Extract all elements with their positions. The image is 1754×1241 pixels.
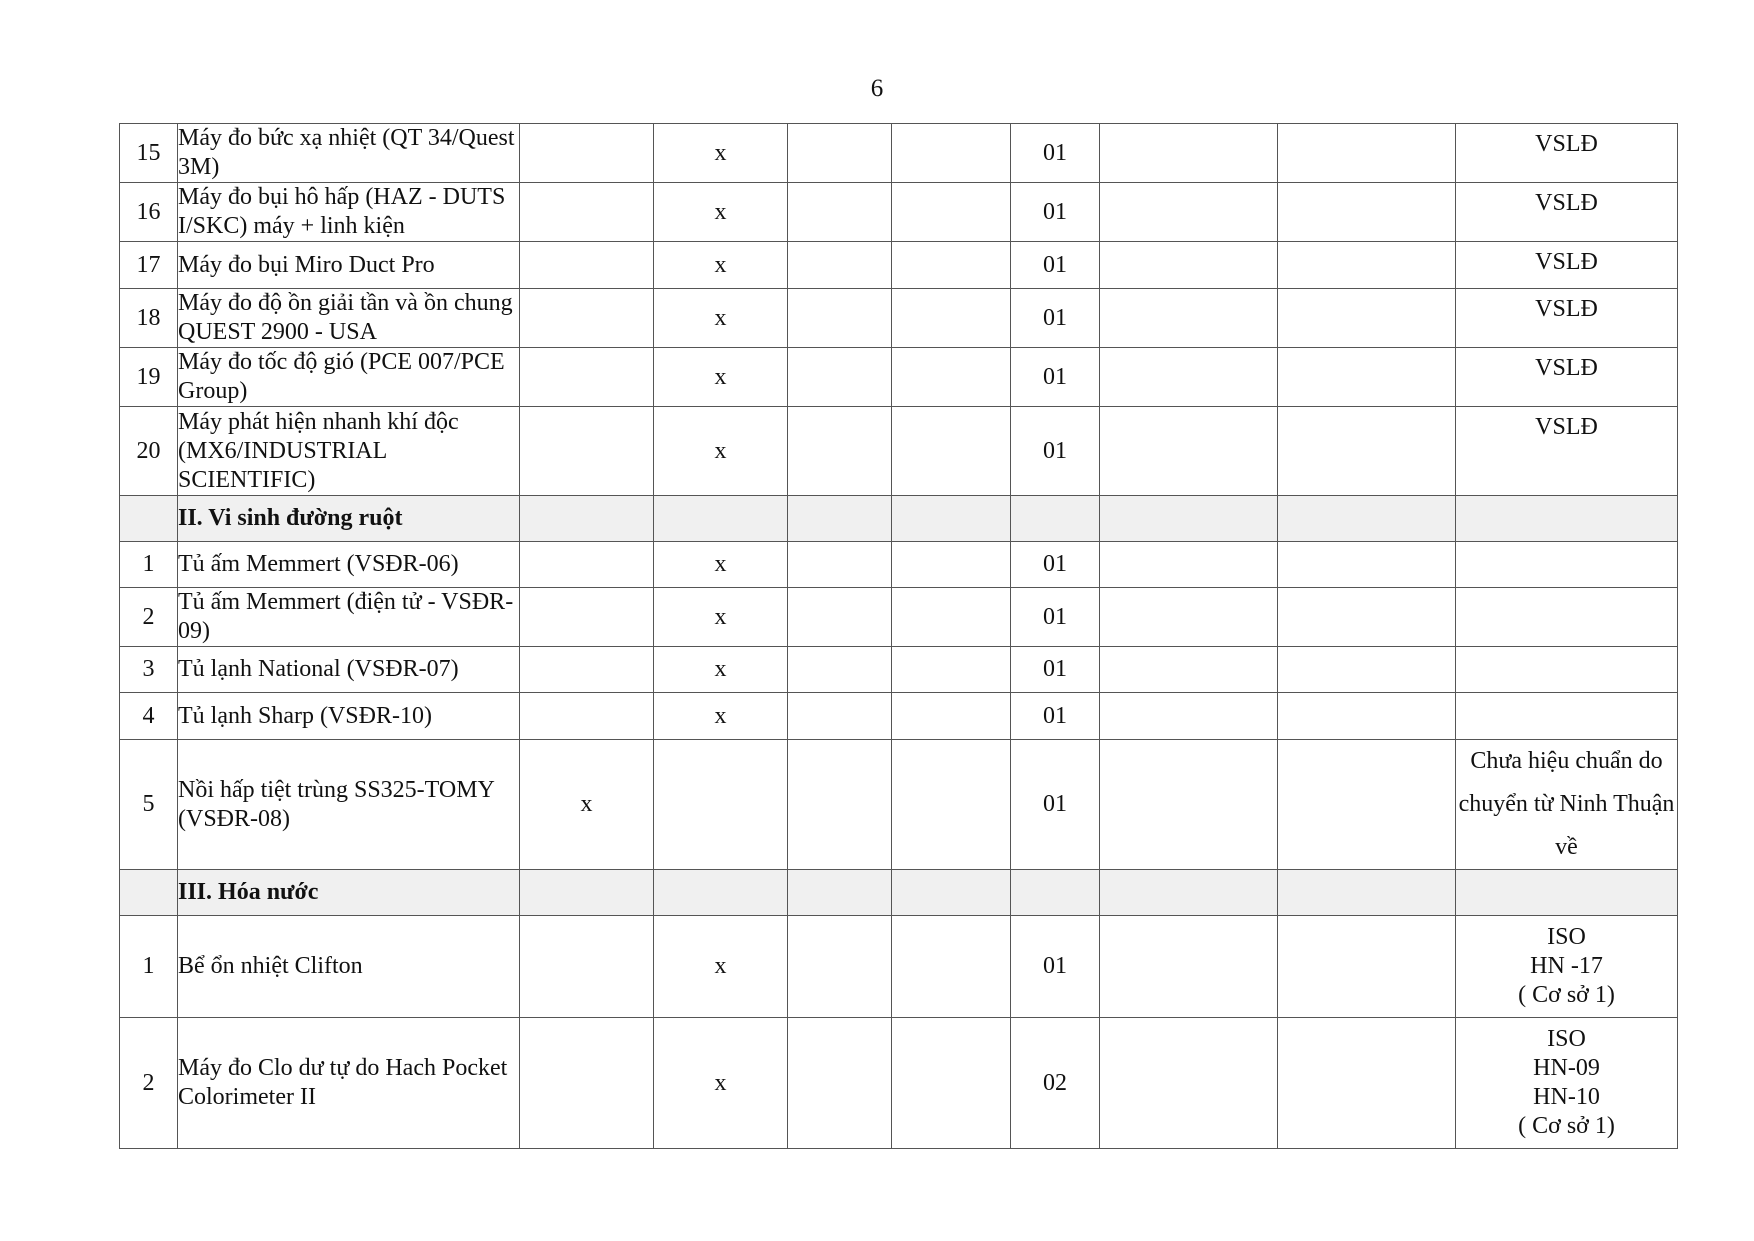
row-number: 1 [120,542,178,588]
note: Chưa hiệu chuẩn do chuyển từ Ninh Thuận về [1456,740,1678,870]
mark-col-a [520,407,654,496]
quantity: 01 [1011,407,1100,496]
note [1456,647,1678,693]
table-row [120,183,1678,242]
mark-col-b: x [654,588,788,647]
table-row [120,124,1678,183]
row-number: 15 [120,124,178,183]
row-number: 16 [120,183,178,242]
quantity: 01 [1011,242,1100,289]
mark-col-a [520,542,654,588]
row-number: 2 [120,1018,178,1149]
note [1456,693,1678,740]
equipment-name: Máy đo độ ồn giải tần và ồn chung QUEST 2900 - USA [178,289,520,348]
section-row [120,496,1678,542]
mark-col-b: x [654,542,788,588]
equipment-name: Bể ổn nhiệt Clifton [178,916,520,1018]
equipment-name: Máy đo tốc độ gió (PCE 007/PCE Group) [178,348,520,407]
row-number: 3 [120,647,178,693]
mark-col-a [520,348,654,407]
mark-col-b: x [654,1018,788,1149]
mark-col-a [520,647,654,693]
row-number: 1 [120,916,178,1018]
row-number: 4 [120,693,178,740]
table-row [120,916,1678,1018]
quantity: 02 [1011,1018,1100,1149]
table-row [120,289,1678,348]
equipment-name: Tủ lạnh Sharp (VSĐR-10) [178,693,520,740]
section-title: II. Vi sinh đường ruột [178,496,520,542]
quantity: 01 [1011,647,1100,693]
mark-col-b: x [654,183,788,242]
mark-col-b: x [654,407,788,496]
mark-col-a [520,124,654,183]
row-number: 18 [120,289,178,348]
note: VSLĐ [1456,242,1678,289]
equipment-name: Nồi hấp tiệt trùng SS325-TOMY (VSĐR-08) [178,740,520,870]
equipment-name: Máy đo Clo dư tự do Hach Pocket Colorimeter II [178,1018,520,1149]
equipment-name: Tủ ấm Memmert (VSĐR-06) [178,542,520,588]
mark-col-b: x [654,289,788,348]
mark-col-b [654,740,788,870]
mark-col-b: x [654,124,788,183]
mark-col-a [520,693,654,740]
table-row [120,588,1678,647]
quantity: 01 [1011,588,1100,647]
quantity: 01 [1011,183,1100,242]
note: VSLĐ [1456,183,1678,242]
row-number: 5 [120,740,178,870]
quantity: 01 [1011,348,1100,407]
row-number: 2 [120,588,178,647]
table-row [120,542,1678,588]
note [1456,588,1678,647]
mark-col-b: x [654,348,788,407]
table-row [120,693,1678,740]
equipment-name: Máy đo bức xạ nhiệt (QT 34/Quest 3M) [178,124,520,183]
note: VSLĐ [1456,348,1678,407]
equipment-name: Máy phát hiện nhanh khí độc (MX6/INDUSTRIAL SCIENTIFIC) [178,407,520,496]
mark-col-a [520,289,654,348]
equipment-name: Máy đo bụi hô hấp (HAZ - DUTS I/SKC) máy + linh kiện [178,183,520,242]
row-number: 17 [120,242,178,289]
note: VSLĐ [1456,407,1678,496]
page-number: 6 [870,75,884,102]
table-row [120,647,1678,693]
equipment-name: Máy đo bụi Miro Duct Pro [178,242,520,289]
mark-col-a [520,1018,654,1149]
table-row [120,1018,1678,1149]
section-title: III. Hóa nước [178,870,520,916]
table-row [120,348,1678,407]
equipment-name: Tủ ấm Memmert (điện tử - VSĐR-09) [178,588,520,647]
row-number: 19 [120,348,178,407]
quantity: 01 [1011,542,1100,588]
row-number: 20 [120,407,178,496]
note [1456,542,1678,588]
mark-col-a [520,588,654,647]
mark-col-b: x [654,693,788,740]
note: VSLĐ [1456,124,1678,183]
note: ISO HN-09 HN-10 ( Cơ sở 1) [1456,1018,1678,1149]
mark-col-b: x [654,916,788,1018]
note: VSLĐ [1456,289,1678,348]
mark-col-a [520,183,654,242]
quantity: 01 [1011,916,1100,1018]
mark-col-b: x [654,647,788,693]
mark-col-a: x [520,740,654,870]
equipment-name: Tủ lạnh National (VSĐR-07) [178,647,520,693]
table-row [120,740,1678,870]
equipment-table [119,123,1678,1149]
quantity: 01 [1011,740,1100,870]
quantity: 01 [1011,289,1100,348]
mark-col-a [520,916,654,1018]
table-row [120,407,1678,496]
section-row [120,870,1678,916]
quantity: 01 [1011,124,1100,183]
note: ISO HN -17 ( Cơ sở 1) [1456,916,1678,1018]
mark-col-b: x [654,242,788,289]
mark-col-a [520,242,654,289]
quantity: 01 [1011,693,1100,740]
table-row [120,242,1678,289]
